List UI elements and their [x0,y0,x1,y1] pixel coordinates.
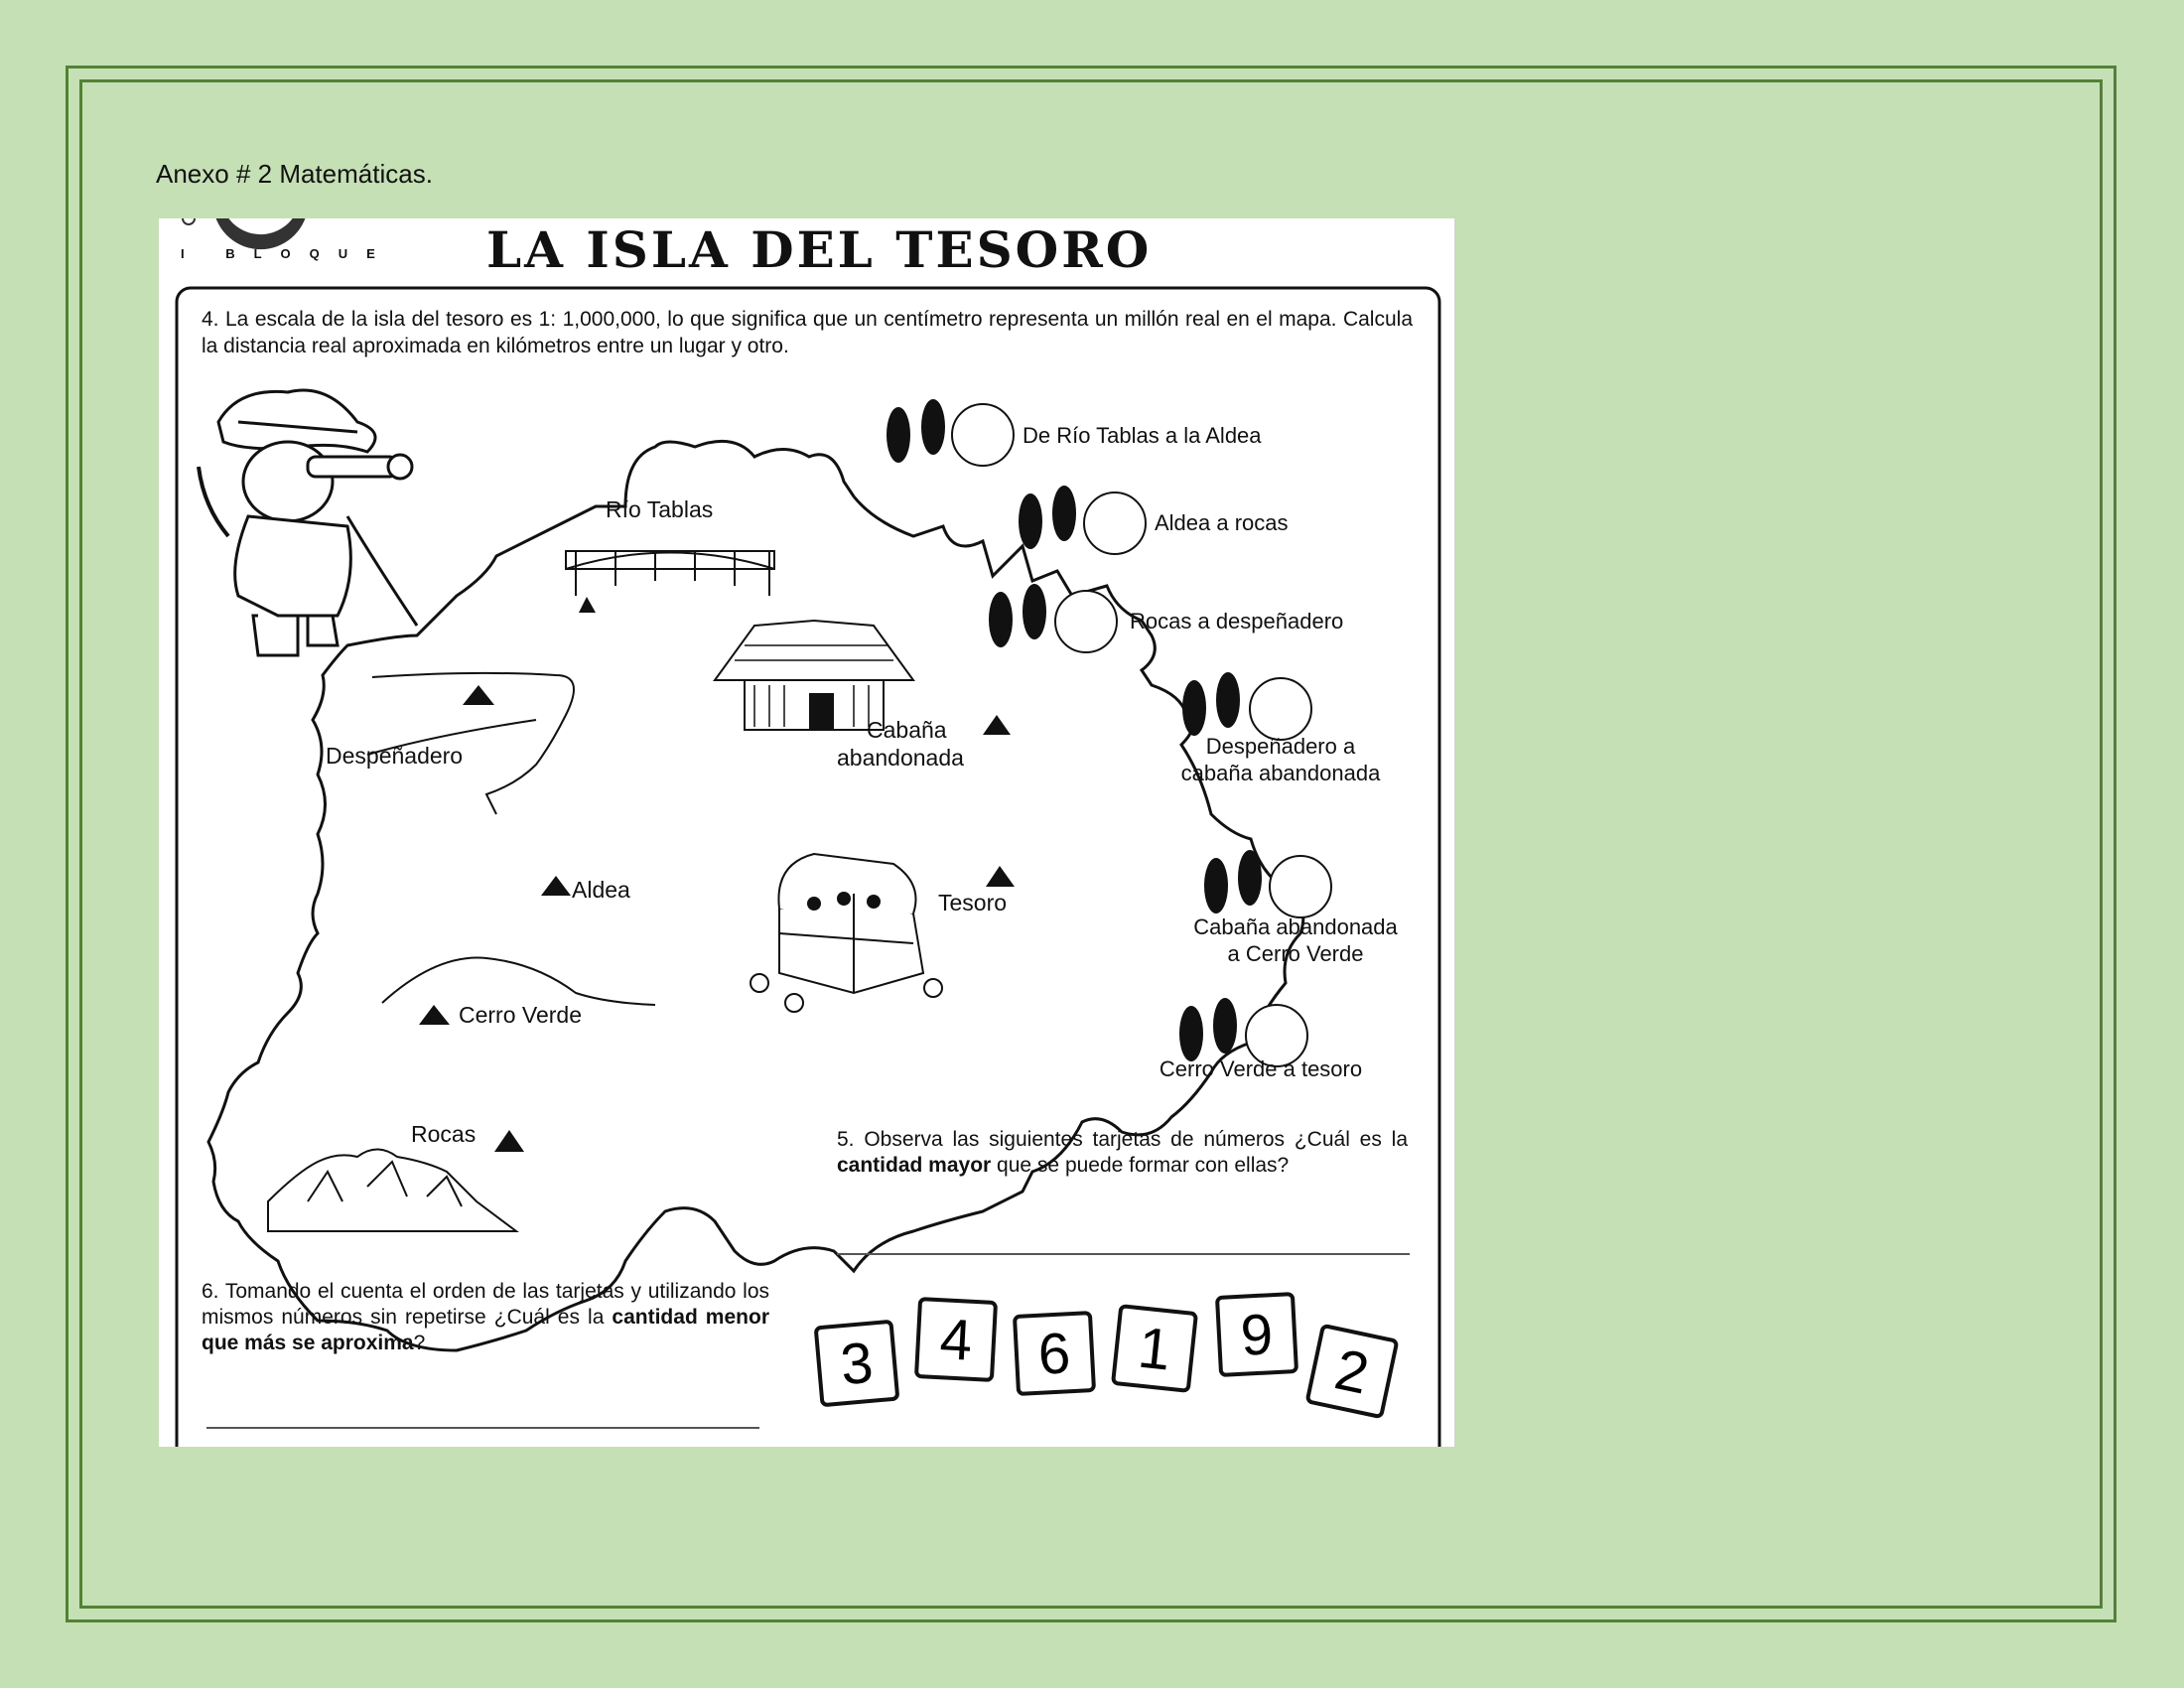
label-aldea: Aldea [572,877,630,903]
worksheet-image [159,218,1454,1447]
label-despenadero: Despeñadero [326,743,464,769]
bloque-label: I BLOQUE [181,246,394,261]
label-cabana-2: abandonada [837,745,964,771]
worksheet-artwork [159,218,1454,1447]
route-5: Cabaña abandonada a Cerro Verde [1193,914,1398,966]
route-2: Aldea a rocas [1155,510,1289,535]
number-card: 2 [1304,1324,1399,1420]
question-6: 6. Tomando el cuenta el orden de las tarjetas y utilizando los mismos números sin repetirse ¿Cuál es la cantidad menor que más se aproxima? [202,1280,769,1354]
label-tesoro: Tesoro [938,890,1008,915]
label-cerro-verde: Cerro Verde [459,1002,583,1028]
number-card: 1 [1111,1304,1198,1393]
route-3: Rocas a despeñadero [1130,609,1344,633]
label-cabana-1: Cabaña [867,717,947,743]
route-6: Cerro Verde a tesoro [1159,1056,1363,1081]
question-5: 5. Observa las siguientes tarjetas de números ¿Cuál es la cantidad mayor que se puede formar con ellas? [837,1128,1408,1177]
route-1: De Río Tablas a la Aldea [1023,423,1262,448]
annex-caption: Anexo # 2 Matemáticas. [156,159,433,189]
route-4: Despeñadero a cabaña abandonada [1180,734,1381,785]
worksheet-title: LA ISLA DEL TESORO [486,220,1153,279]
number-card: 3 [814,1320,900,1408]
number-card: 6 [1013,1311,1096,1396]
label-rocas: Rocas [411,1121,477,1147]
number-card: 4 [914,1297,998,1382]
label-rio-tablas: Río Tablas [606,496,714,522]
question-4: 4. La escala de la isla del tesoro es 1: 1,000,000, lo que significa que un centímetro representa un millón real en el mapa. Calcula la distancia real aproximada en kilómetros entre un lugar y otro. [202,308,1413,357]
number-card: 9 [1215,1292,1298,1377]
